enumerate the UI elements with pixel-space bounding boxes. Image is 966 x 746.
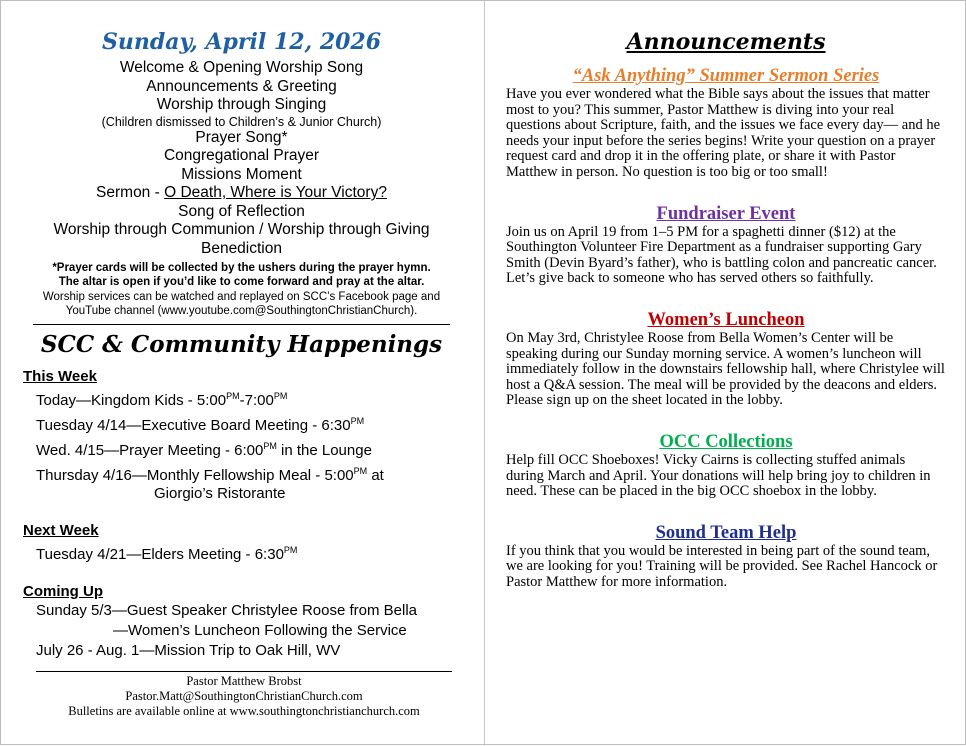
announcements-title: Announcements <box>626 29 826 55</box>
prayer-note <box>19 261 464 289</box>
event-text: Tuesday 4/21—Elders Meeting - 6:30 <box>36 546 284 563</box>
children-note: (Children dismissed to Children’s & Junior Church) <box>101 114 382 129</box>
event-text: Wed. 4/15—Prayer Meeting - 6:00 <box>36 442 264 459</box>
announcement-block <box>506 309 946 409</box>
order-item: Announcements & Greeting <box>146 77 337 95</box>
pastor-footer <box>36 671 452 719</box>
announcement-block <box>506 203 946 287</box>
announcement-body: Have you ever wondered what the Bible says about the issues that matter most to you? This summer, Pastor Matthew is diving into your real questions about Scripture, faith, and the issues we face every day— and he needs your input before the series begins! Write your question on a prayer request card and drop it in the offering plate, or share it with Pastor Matthew in person. No question is too big or too small! <box>506 86 941 180</box>
pastor-email: Pastor.Matt@SouthingtonChristianChurch.com <box>125 689 363 703</box>
announcement-heading: OCC Collections <box>659 431 793 452</box>
section-rule <box>33 324 450 325</box>
sermon-label: Sermon - <box>96 184 165 201</box>
column-divider <box>484 1 485 746</box>
section-heading: Next Week <box>23 522 99 539</box>
announcement-block <box>506 522 946 591</box>
order-item: Welcome & Opening Worship Song <box>119 59 364 76</box>
order-item: Congregational Prayer <box>163 147 320 164</box>
order-item: Song of Reflection <box>178 202 305 220</box>
coming-up-section <box>19 583 464 661</box>
announcement-body: If you think that you would be interested in being part of the sound team, we are looking for you! Training will be provided. See Rachel Hancock or Pastor Matthew for more information. <box>506 542 938 590</box>
website-note: Bulletins are available online at www.southingtonchristianchurch.com <box>68 704 420 718</box>
section-heading: Coming Up <box>23 583 103 600</box>
event-item <box>36 461 464 504</box>
announcement-heading: Women’s Luncheon <box>647 309 805 330</box>
service-date: Sunday, April 12, 2026 <box>101 29 382 55</box>
order-item: Benediction <box>200 239 282 257</box>
order-item: Worship through Communion / Worship through Giving <box>53 221 430 238</box>
order-item: Prayer Song* <box>195 128 288 146</box>
event-text: -7:00 <box>239 392 274 409</box>
prayer-note-line: *Prayer cards will be collected by the ushers during the prayer hymn. <box>52 262 431 274</box>
event-text: —Women’s Luncheon Following the Service <box>113 622 407 639</box>
event-item <box>36 411 464 436</box>
stream-note: Worship services can be watched and replayed on SCC’s Facebook page and YouTube channel (www.youtube.com@SouthingtonChristianChurch). <box>42 291 441 317</box>
event-item <box>36 386 464 411</box>
announcement-heading: “Ask Anything” Summer Sermon Series <box>572 66 880 86</box>
announcement-heading: Sound Team Help <box>655 522 797 543</box>
event-text: Tuesday 4/14—Executive Board Meeting - 6:30 <box>36 417 351 434</box>
event-item <box>36 540 464 565</box>
event-item <box>36 601 464 641</box>
happenings-title: SCC & Community Happenings <box>40 331 443 358</box>
event-item <box>36 641 464 661</box>
event-text: July 26 - Aug. 1—Mission Trip to Oak Hill, WV <box>36 642 341 659</box>
event-sup: PM <box>350 416 365 426</box>
announcement-body: Join us on April 19 from 1–5 PM for a spaghetti dinner ($12) at the Southington Volunteer Fire Department as a fundraiser supporting Gary Smith (Devin Byard’s father), who is battling colon and pancreatic cancer. Let’s give back to someone who has served others so faithfully. <box>506 223 937 287</box>
next-week-section <box>19 522 464 565</box>
announcements-list <box>506 65 946 590</box>
event-sup: PM <box>353 466 368 476</box>
order-item: Worship through Singing <box>156 96 327 113</box>
announcement-block <box>506 65 946 181</box>
left-column <box>19 29 464 661</box>
pastor-name: Pastor Matthew Brobst <box>186 674 302 688</box>
sermon-line <box>19 184 464 203</box>
event-text: Giorgio’s Ristorante <box>154 485 286 502</box>
event-sup: PM <box>226 391 240 401</box>
order-of-service <box>19 59 464 258</box>
event-text: Today—Kingdom Kids - 5:00 <box>36 392 227 409</box>
order-item: Missions Moment <box>181 165 302 183</box>
right-column <box>506 29 946 612</box>
event-sup: PM <box>273 391 288 401</box>
event-text: Thursday 4/16—Monthly Fellowship Meal - 5:00 <box>36 467 354 484</box>
event-sup: PM <box>263 441 277 451</box>
event-sup: PM <box>283 545 298 555</box>
event-text: in the Lounge <box>276 442 372 459</box>
prayer-note-line: The altar is open if you’d like to come forward and pray at the altar. <box>58 276 425 288</box>
event-text: Sunday 5/3—Guest Speaker Christylee Roose from Bella <box>36 602 418 619</box>
event-text: at <box>367 467 384 484</box>
announcement-body: Help fill OCC Shoeboxes! Vicky Cairns is collecting stuffed animals during March and April. Your donations will help bring joy to children in need. These can be placed in the big OCC shoebox in the lobby. <box>506 451 931 500</box>
sermon-title: O Death, Where is Your Victory? <box>164 184 387 201</box>
section-heading: This Week <box>23 368 97 385</box>
this-week-section <box>19 368 464 504</box>
announcement-heading: Fundraiser Event <box>656 203 796 224</box>
announcement-body: On May 3rd, Christylee Roose from Bella Women’s Center will be speaking during our Sunday morning service. A women’s luncheon will immediately follow in the downstairs fellowship hall, where Christylee will host a Q&A session. The meal will be provided by the deacons and elders. Please sign up on the sheet located in the lobby. <box>506 329 945 409</box>
announcement-block <box>506 431 946 500</box>
event-item <box>36 436 464 461</box>
